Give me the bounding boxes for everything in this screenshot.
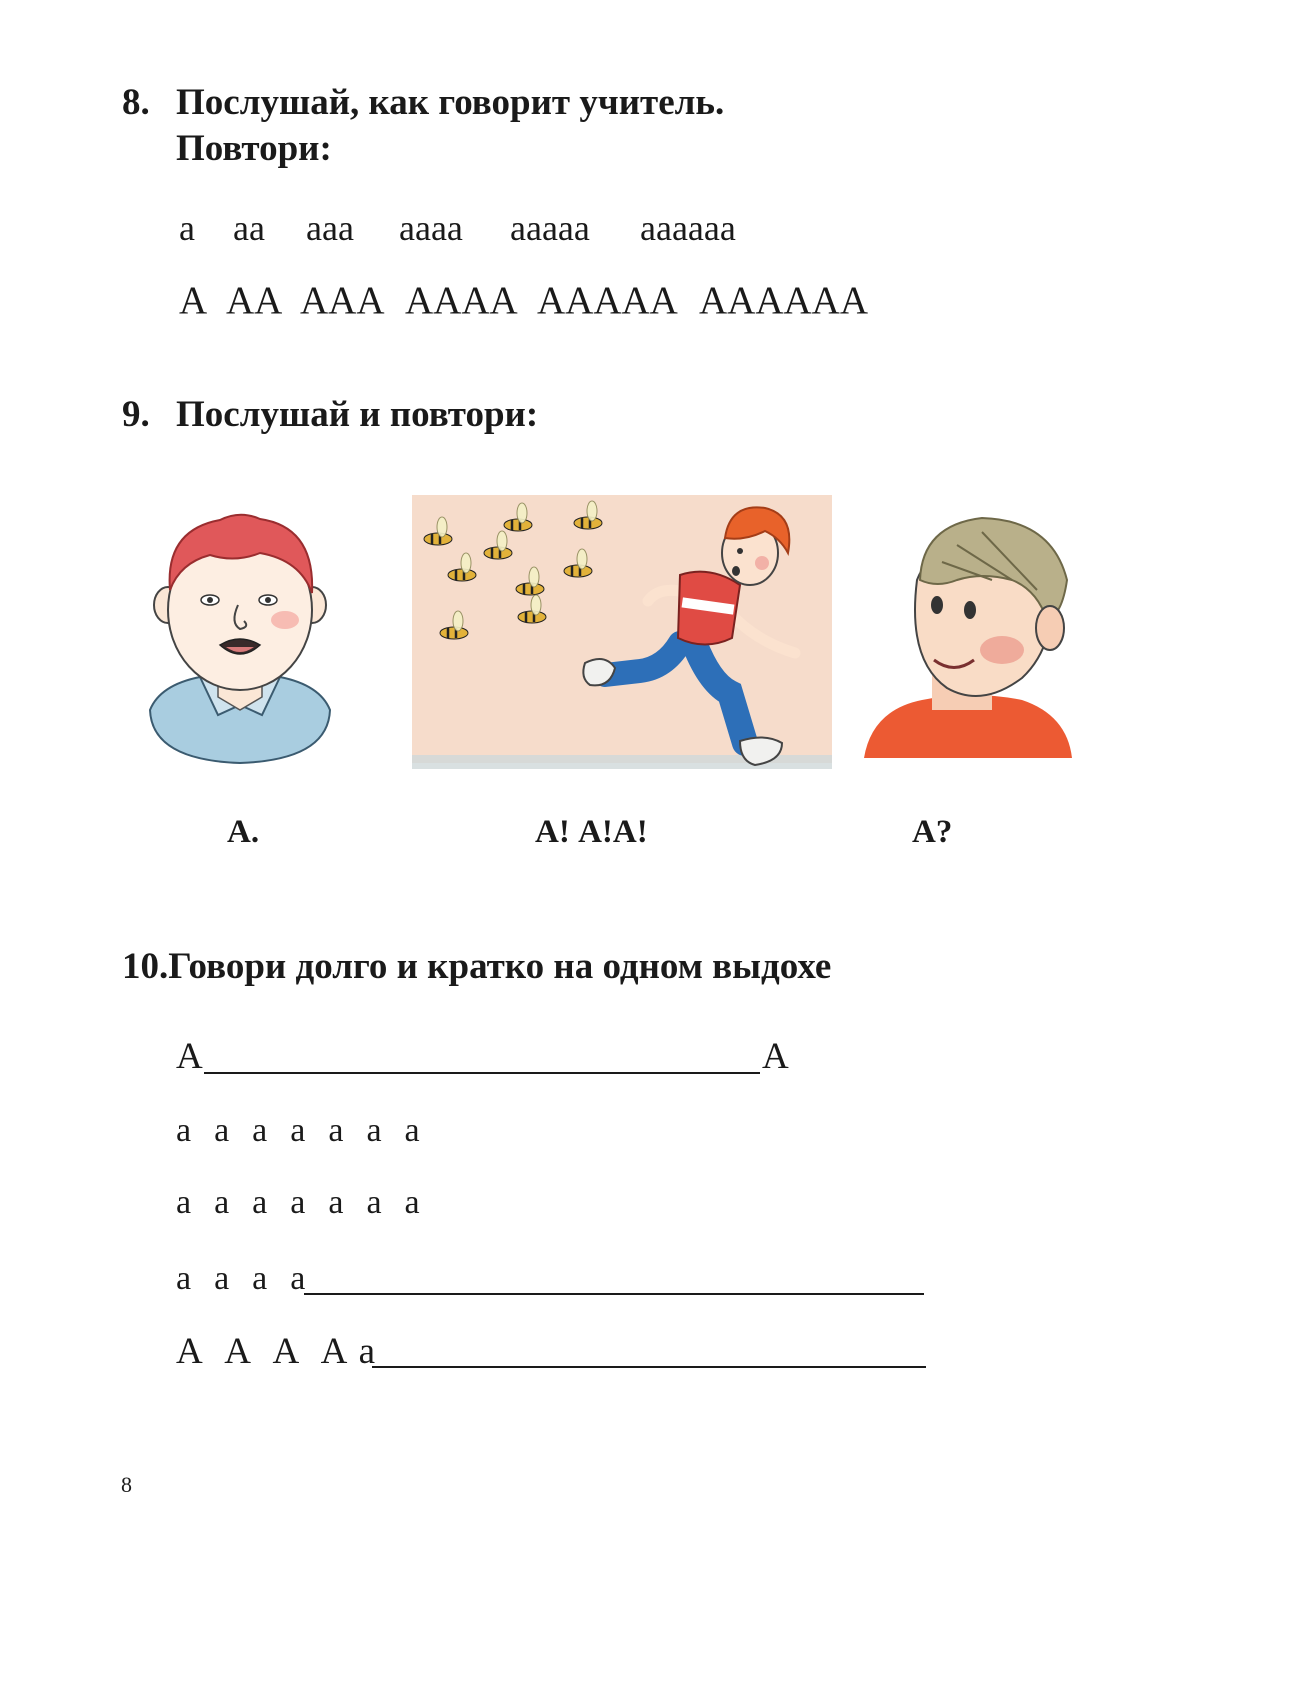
syllable-lower: а bbox=[179, 208, 195, 248]
syllable-upper: ААА bbox=[300, 279, 385, 322]
caption-question: А? bbox=[912, 814, 953, 850]
syllable-lower: ааааа bbox=[510, 208, 590, 248]
long-sound-line bbox=[304, 1293, 924, 1295]
syllable-upper: АААА bbox=[405, 279, 518, 322]
exercise-9-title bbox=[122, 396, 538, 433]
syllable-lower: аа bbox=[233, 208, 265, 248]
exercise-8-title bbox=[122, 84, 724, 121]
long-sound-line bbox=[372, 1366, 926, 1368]
calm-boy-illustration bbox=[140, 505, 340, 765]
short-a-row-1: а а а а а а а bbox=[176, 1112, 422, 1149]
syllable-upper: АА bbox=[226, 279, 283, 322]
short-a-row-2: а а а а а а а bbox=[176, 1184, 422, 1221]
upper-short-then-long-a-row: А А А А а bbox=[176, 1331, 377, 1372]
long-a-start: А bbox=[176, 1036, 203, 1077]
boy-running-from-bees-illustration bbox=[410, 493, 835, 778]
page-number: 8 bbox=[121, 1472, 132, 1497]
short-then-long-a-row: а а а а bbox=[176, 1260, 308, 1297]
exercise-10-instruction: Говори долго и кратко на одном выдохе bbox=[168, 946, 832, 987]
exercise-10-number: 10. bbox=[122, 946, 169, 987]
exercise-8-number: 8. bbox=[122, 82, 150, 123]
questioning-boy-illustration bbox=[862, 510, 1077, 760]
exercise-9-number: 9. bbox=[122, 394, 150, 435]
syllable-upper: А bbox=[179, 279, 208, 322]
syllable-lower: аааааа bbox=[640, 208, 736, 248]
exercise-9-instruction: Послушай и повтори: bbox=[176, 394, 539, 435]
exercise-8-instruction-2: Повтори: bbox=[176, 128, 332, 169]
long-sound-line bbox=[204, 1072, 760, 1074]
syllable-upper: АААААА bbox=[699, 279, 868, 322]
syllable-lower: аааа bbox=[399, 208, 463, 248]
syllable-upper: ААААА bbox=[537, 279, 678, 322]
caption-exclamation: А! А!А! bbox=[535, 814, 648, 850]
caption-calm: А. bbox=[227, 814, 260, 850]
exercise-10-title bbox=[122, 948, 831, 985]
long-a-end: А bbox=[762, 1036, 789, 1077]
syllable-lower: ааа bbox=[306, 208, 354, 248]
exercise-8-instruction: Послушай, как говорит учитель. bbox=[176, 82, 725, 123]
